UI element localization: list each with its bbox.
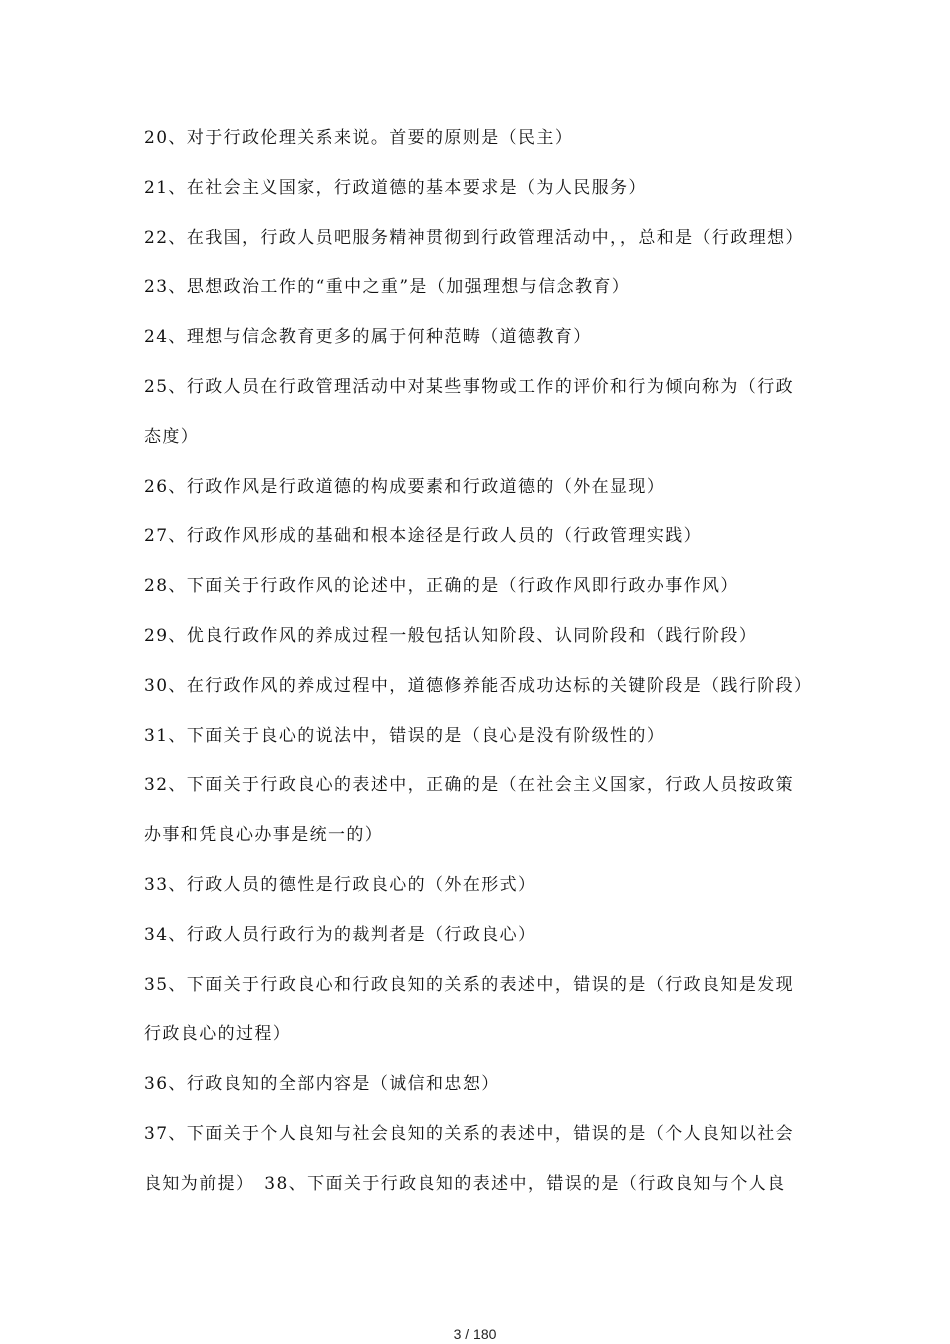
text-line: 23、思想政治工作的“重中之重”是（加强理想与信念教育） bbox=[144, 277, 631, 298]
text-line: 37、下面关于个人良知与社会良知的关系的表述中，错误的是（个人良知以社会 bbox=[144, 1123, 795, 1144]
document-body bbox=[144, 114, 812, 1210]
text-line: 36、行政良知的全部内容是（诚信和忠恕） bbox=[144, 1074, 500, 1095]
text-line: 态度） bbox=[144, 426, 200, 447]
page-number: 3 / 180 bbox=[453, 1326, 497, 1342]
text-line: 25、行政人员在行政管理活动中对某些事物或工作的评价和行为倾向称为（行政 bbox=[144, 376, 795, 397]
text-line: 31、下面关于良心的说法中，错误的是（良心是没有阶级性的） bbox=[144, 725, 666, 746]
text-line: 35、下面关于行政良心和行政良知的关系的表述中，错误的是（行政良知是发现 bbox=[144, 974, 795, 995]
text-line: 28、下面关于行政作风的论述中，正确的是（行政作风即行政办事作风） bbox=[144, 576, 739, 597]
text-line: 24、理想与信念教育更多的属于何种范畴（道德教育） bbox=[144, 327, 592, 348]
text-line: 行政良心的过程） bbox=[144, 1024, 292, 1045]
text-line: 26、行政作风是行政道德的构成要素和行政道德的（外在显现） bbox=[144, 476, 666, 497]
text-line: 办事和凭良心办事是统一的） bbox=[144, 825, 384, 846]
text-line: 27、行政作风形成的基础和根本途径是行政人员的（行政管理实践） bbox=[144, 526, 703, 547]
text-line: 21、在社会主义国家，行政道德的基本要求是（为人民服务） bbox=[144, 177, 647, 198]
text-line: 34、行政人员行政行为的裁判者是（行政良心） bbox=[144, 924, 537, 945]
text-line: 32、下面关于行政良心的表述中，正确的是（在社会主义国家，行政人员按政策 bbox=[144, 775, 795, 796]
text-line: 20、对于行政伦理关系来说。首要的原则是（民主） bbox=[144, 128, 574, 148]
text-line: 30、在行政作风的养成过程中，道德修养能否成功达标的关键阶段是（践行阶段） bbox=[144, 675, 813, 696]
text-line: 22、在我国，行政人员吧服务精神贯彻到行政管理活动中，，总和是（行政理想） bbox=[144, 227, 804, 248]
text-line: 29、优良行政作风的养成过程一般包括认知阶段、认同阶段和（践行阶段） bbox=[144, 625, 758, 646]
text-line: 33、行政人员的德性是行政良心的（外在形式） bbox=[144, 874, 537, 895]
text-line: 良知为前提） 38、下面关于行政良知的表述中，错误的是（行政良知与个人良 bbox=[144, 1173, 786, 1194]
